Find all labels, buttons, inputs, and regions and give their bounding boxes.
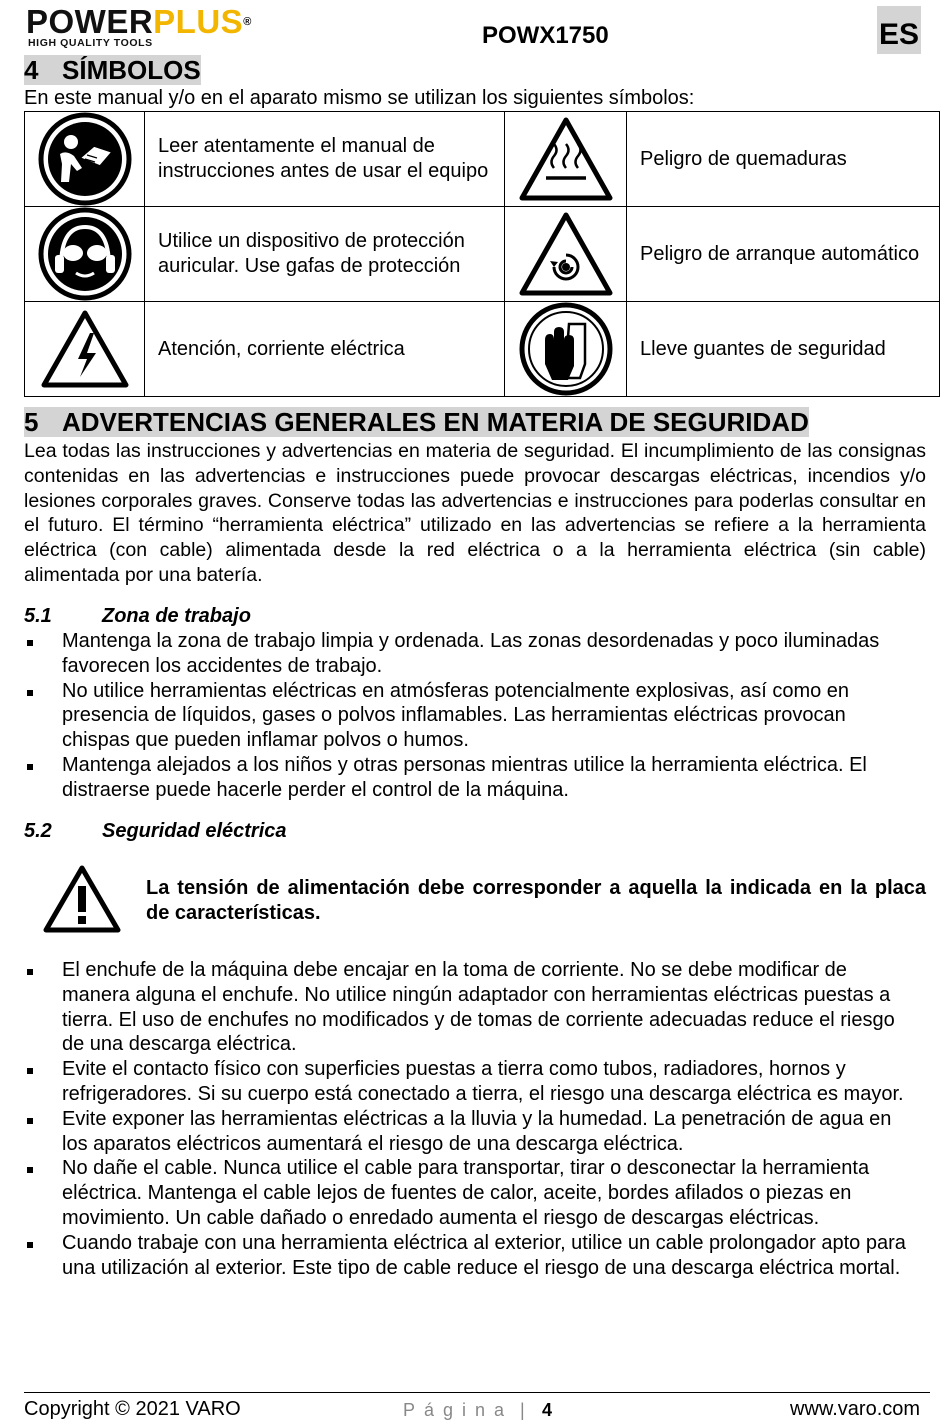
list-item: No dañe el cable. Nunca utilice el cable para transportar, tirar o desconectar la herramienta eléctrica. Mantenga el cable lejos de fuentes de calor, aceite, bordes afilados o piezas en movimiento. Un cable dañado o enredado aumenta el riesgo de descargas eléctricas. [24,1156,910,1230]
list-item: No utilice herramientas eléctricas en atmósferas potencialmente explosivas, así como en presencia de líquidos, gases o polvos inflamables. Las herramientas eléctricas provocan chispas que pueden inflamar polvos o humos. [24,679,910,753]
footer-divider [24,1392,930,1393]
symbol-cell [505,302,627,397]
automatic-start-icon [518,211,614,297]
page-number: 4 [542,1400,553,1420]
list-item: Mantenga alejados a los niños y otras personas mientras utilice la herramienta eléctrica. El distraerse puede hacerle perder el control de la máquina. [24,753,910,803]
symbol-description: Leer atentamente el manual de instrucciones antes de usar el equipo [145,112,505,207]
copyright-text: Copyright © 2021 VARO [24,1398,241,1420]
list-item: El enchufe de la máquina debe encajar en la toma de corriente. No se debe modificar de manera alguna el enchufe. No utilice ningún adaptador con herramientas eléctricas puestas a tierra. El uso de enchufes no modificados y de tomas de corriente adecuadas reduce el riesgo de una descarga eléctrica. [24,958,910,1057]
symbols-row [25,302,940,397]
logo-wordmark: POWERPLUS® [26,3,252,40]
list-item: Evite exponer las herramientas eléctricas a la lluvia y la humedad. La penetración de agua en los aparatos eléctricos aumentará el riesgo de una descarga eléctrica. [24,1107,910,1157]
subsection-5-2-heading: 5.2 Seguridad eléctrica [24,820,287,842]
ear-eye-protection-icon [38,207,132,301]
symbol-description: Peligro de quemaduras [627,112,940,207]
section-4-intro: En este manual y/o en el aparato mismo se utilizan los siguientes símbolos: [24,87,695,109]
voltage-warning: La tensión de alimentación debe corresponder a aquella la indicada en la placa de características. [146,877,926,924]
model-number: POWX1750 [482,22,609,49]
read-manual-icon [38,112,132,206]
symbol-cell [25,207,145,302]
warning-icon [42,864,122,934]
symbols-table [24,111,940,397]
page-separator: | [520,1400,525,1420]
section-4-heading: 4 SÍMBOLOS [24,55,201,85]
symbols-row [25,207,940,302]
language-badge: ES [877,6,921,54]
website-link[interactable]: www.varo.com [790,1398,921,1420]
section-5-heading: 5 ADVERTENCIAS GENERALES EN MATERIA DE SEGURIDAD [24,407,809,437]
section-5-intro: Lea todas las instrucciones y advertencias en materia de seguridad. El incumplimiento de las consignas contenidas en las advertencias e instrucciones puede provocar descargas eléctricas, incendios y/o lesiones corporales graves. Conserve todas las advertencias e instrucciones para poderlas consultar en el futuro. El término “herramienta eléctrica” utilizado en las advertencias se refiere a la herramienta eléctrica (con cable) alimentada desde la red eléctrica o a la herramienta eléctrica (sin cable) alimentada por una batería. [24,440,926,586]
electrical-safety-list [24,958,910,1280]
symbol-cell [505,112,627,207]
brand-logo [26,4,286,50]
electric-hazard-icon [40,309,130,389]
symbol-cell [505,207,627,302]
symbol-description: Atención, corriente eléctrica [145,302,505,397]
symbol-description: Utilice un dispositivo de protección auricular. Use gafas de protección [145,207,505,302]
symbol-cell [25,302,145,397]
list-item: Mantenga la zona de trabajo limpia y ordenada. Las zonas desordenadas y poco iluminadas favorecen los accidentes de trabajo. [24,629,910,679]
list-item: Cuando trabaje con una herramienta eléctrica al exterior, utilice un cable prolongador apto para una utilización al exterior. Este tipo de cable reduce el riesgo de una descarga eléctrica mortal. [24,1231,910,1281]
page-label: Página [403,1400,514,1420]
hot-surface-icon [518,116,614,202]
symbol-description: Peligro de arranque automático [627,207,940,302]
symbol-cell [25,112,145,207]
symbols-row [25,112,940,207]
logo-tagline: HIGH QUALITY TOOLS [28,37,153,49]
symbol-description: Lleve guantes de seguridad [627,302,940,397]
safety-gloves-icon [519,302,613,396]
subsection-5-1-heading: 5.1 Zona de trabajo [24,605,251,627]
list-item: Evite el contacto físico con superficies puestas a tierra como tubos, radiadores, hornos y refrigeradores. Si su cuerpo está conectado a tierra, el riesgo una descarga eléctrica es mayor. [24,1057,910,1107]
work-area-list [24,629,910,803]
